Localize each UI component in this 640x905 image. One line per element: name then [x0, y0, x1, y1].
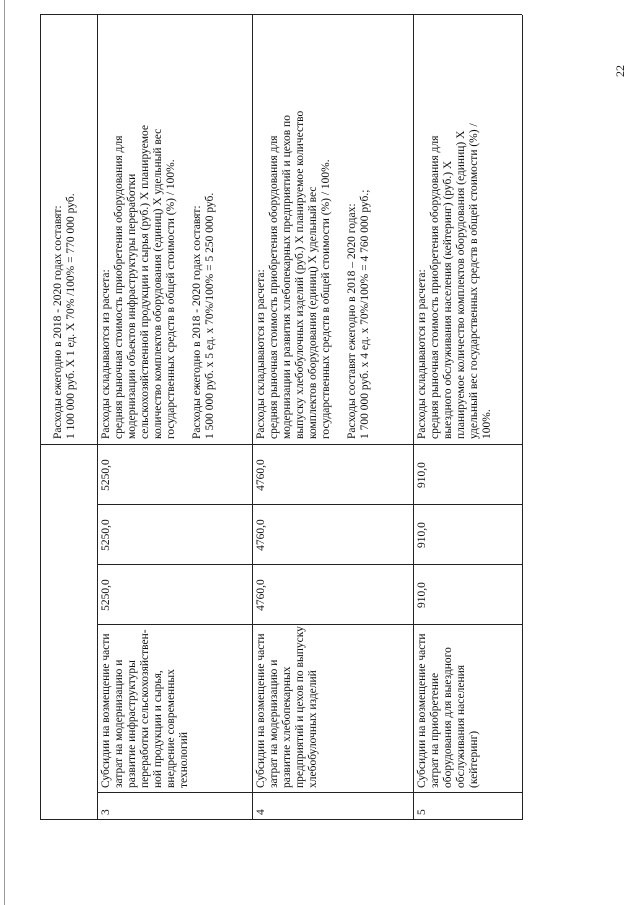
row-number: 3 [100, 809, 112, 815]
value-2019: 910,0 [416, 522, 428, 548]
row-description: Расходы складываются из расчета: средняя рыночная стоимость приобретения оборудования для модернизации и развития хлебопекарных предприятий и цехов по выпуску хлебобулочных изделий (руб.) X планируемое количество комплектов оборудования (единиц) X удельный вес государственных средств в общей стоимости (%) / 100%. Расходы составят ежегодно в 2018 – 2020 годах: 1 700 000 руб. х 4 ед. х 70%/100% = 4 760 000 руб.; [255, 110, 371, 439]
table-border-right [40, 14, 522, 15]
value-2020: 4760,0 [255, 459, 267, 491]
column-divider [97, 624, 522, 625]
row-name: Субсидии на возмещение части затрат на модернизацию и развитие инфраструктуры переработки сельскохозяйствен- ной продукции и сырья, внедрение современных технологий [100, 629, 190, 788]
value-2019: 5250,0 [100, 519, 112, 551]
continuation-text: Расходы ежегодно в 2018 - 2020 годах составят: 1 100 000 руб. X 1 ед. X 70% /100% = 770 000 руб. [52, 193, 77, 439]
table-border-top [40, 15, 41, 820]
row-description: Расходы складываются из расчета: средняя рыночная стоимость приобретения оборудования для выездного обслуживания населения (кейтеринг) (руб.) X планируемое количество комплектов оборудования (единиц) X удельный вес государственных средств в общей стоимости (%) / 100%. [416, 123, 493, 439]
row-number: 4 [255, 809, 267, 815]
value-2018: 4760,0 [255, 579, 267, 611]
column-divider [40, 444, 522, 445]
value-2019: 4760,0 [255, 519, 267, 551]
scan-edge [4, 0, 5, 905]
row-name: Субсидии на возмещение части затрат на приобретение оборудования для выездного обслуживания населения (кейтеринг) [416, 633, 480, 788]
value-2018: 910,0 [416, 582, 428, 608]
value-2018: 5250,0 [100, 579, 112, 611]
row-number: 5 [416, 809, 428, 815]
column-divider [40, 819, 522, 820]
row-description: Расходы складываются из расчета: средняя рыночная стоимость приобретения оборудования для модернизации объектов инфраструктуры переработки сельскохозяйственной продукции и сырья (руб.) X планируемое количество комплектов оборудования (единиц) X удельный вес государственных средств в общей стоимости (%) / 100%. Расходы ежегодно в 2018 - 2020 годах составят: 1 500 000 руб. х 5 ед. х 70%/100% = 5 250 000 руб. [100, 124, 216, 439]
table-border-bottom [522, 15, 523, 820]
value-2020: 910,0 [416, 462, 428, 488]
page-number: 22 [613, 65, 627, 77]
row-name: Субсидии на возмещение части затрат на модернизацию и развитие хлебопекарных предприятий и цехов по выпуску хлебобулочных изделий [255, 626, 319, 788]
column-divider [97, 564, 522, 565]
column-divider [97, 504, 522, 505]
value-2020: 5250,0 [100, 459, 112, 491]
